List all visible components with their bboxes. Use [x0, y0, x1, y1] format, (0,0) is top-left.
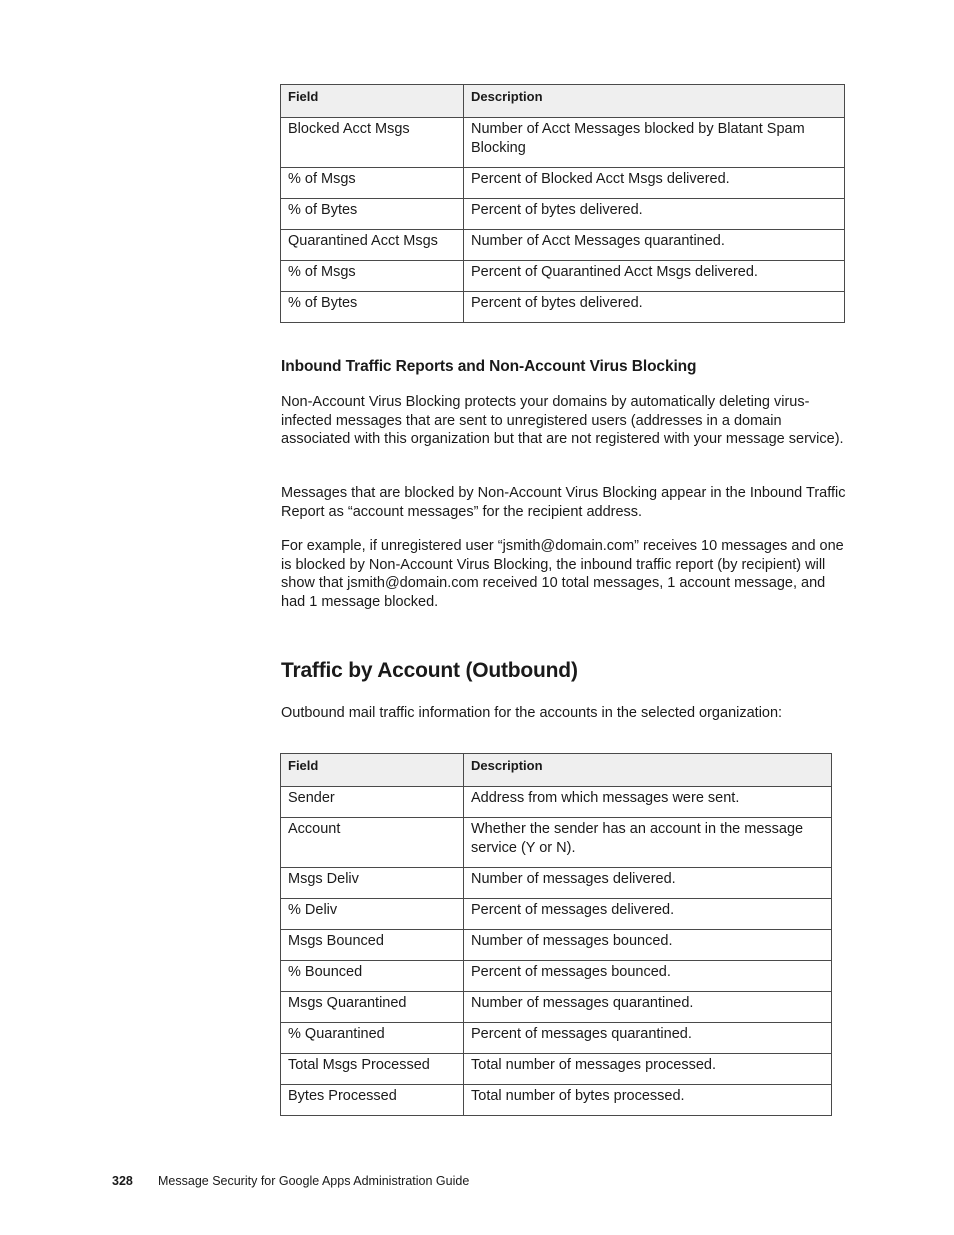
table-row — [281, 230, 845, 261]
inbound-fields-table — [280, 84, 845, 323]
description-cell: Whether the sender has an account in the message service (Y or N). — [464, 818, 832, 868]
field-cell: % of Msgs — [281, 168, 464, 199]
table-row — [281, 899, 832, 930]
table-row — [281, 1054, 832, 1085]
table-row — [281, 118, 845, 168]
field-column-header: Field — [281, 85, 464, 118]
table-header-row — [281, 754, 832, 787]
field-cell: Total Msgs Processed — [281, 1054, 464, 1085]
outbound-fields-table — [280, 753, 832, 1116]
description-column-header: Description — [464, 85, 845, 118]
table-row — [281, 787, 832, 818]
field-cell: % of Msgs — [281, 261, 464, 292]
field-cell: Quarantined Acct Msgs — [281, 230, 464, 261]
description-cell: Percent of messages delivered. — [464, 899, 832, 930]
inbound-paragraph-2: Messages that are blocked by Non-Account Virus Blocking appear in the Inbound Traffic Report as “account messages” for the recipient address. — [281, 485, 846, 520]
description-cell: Total number of bytes processed. — [464, 1085, 832, 1116]
field-cell: Blocked Acct Msgs — [281, 118, 464, 168]
table-row — [281, 1023, 832, 1054]
description-cell: Percent of Blocked Acct Msgs delivered. — [464, 168, 845, 199]
field-cell: % Deliv — [281, 899, 464, 930]
field-cell: Sender — [281, 787, 464, 818]
description-cell: Number of messages delivered. — [464, 868, 832, 899]
field-cell: Account — [281, 818, 464, 868]
description-cell: Percent of bytes delivered. — [464, 199, 845, 230]
description-cell: Number of Acct Messages quarantined. — [464, 230, 845, 261]
table-row — [281, 168, 845, 199]
table-row — [281, 261, 845, 292]
field-cell: Bytes Processed — [281, 1085, 464, 1116]
table-row — [281, 992, 832, 1023]
field-cell: % of Bytes — [281, 199, 464, 230]
table-row — [281, 961, 832, 992]
table-row — [281, 199, 845, 230]
guide-title: Message Security for Google Apps Administration Guide — [158, 1174, 470, 1188]
table-header-row — [281, 85, 845, 118]
table-row — [281, 868, 832, 899]
description-cell: Address from which messages were sent. — [464, 787, 832, 818]
outbound-intro: Outbound mail traffic information for the accounts in the selected organization: — [281, 705, 783, 721]
field-cell: % Quarantined — [281, 1023, 464, 1054]
description-cell: Number of messages bounced. — [464, 930, 832, 961]
field-cell: Msgs Quarantined — [281, 992, 464, 1023]
description-cell: Number of messages quarantined. — [464, 992, 832, 1023]
field-cell: Msgs Deliv — [281, 868, 464, 899]
page-number: 328 — [112, 1174, 133, 1188]
field-cell: % Bounced — [281, 961, 464, 992]
field-cell: % of Bytes — [281, 292, 464, 323]
table-row — [281, 930, 832, 961]
description-cell: Number of Acct Messages blocked by Blatant Spam Blocking — [464, 118, 845, 168]
page-footer — [112, 1174, 469, 1188]
inbound-paragraph-3: For example, if unregistered user “jsmith@domain.com” receives 10 messages and one is blocked by Non-Account Virus Blocking, the inbound traffic report (by recipient) will show that jsmith@domain.com received 10 total messages, 1 account message, and had 1 message blocked. — [281, 538, 844, 611]
description-column-header: Description — [464, 754, 832, 787]
inbound-paragraph-1: Non-Account Virus Blocking protects your domains by automatically deleting virus-infected messages that are sent to unregistered users (addresses in a domain associated with this organization but that are not registered with your message service). — [281, 394, 844, 448]
description-cell: Percent of messages quarantined. — [464, 1023, 832, 1054]
outbound-section-title: Traffic by Account (Outbound) — [281, 659, 578, 682]
description-cell: Percent of bytes delivered. — [464, 292, 845, 323]
table-row — [281, 818, 832, 868]
description-cell: Total number of messages processed. — [464, 1054, 832, 1085]
field-cell: Msgs Bounced — [281, 930, 464, 961]
table-row — [281, 292, 845, 323]
table-row — [281, 1085, 832, 1116]
field-column-header: Field — [281, 754, 464, 787]
description-cell: Percent of Quarantined Acct Msgs delivered. — [464, 261, 845, 292]
inbound-section-heading: Inbound Traffic Reports and Non-Account Virus Blocking — [281, 358, 697, 375]
description-cell: Percent of messages bounced. — [464, 961, 832, 992]
